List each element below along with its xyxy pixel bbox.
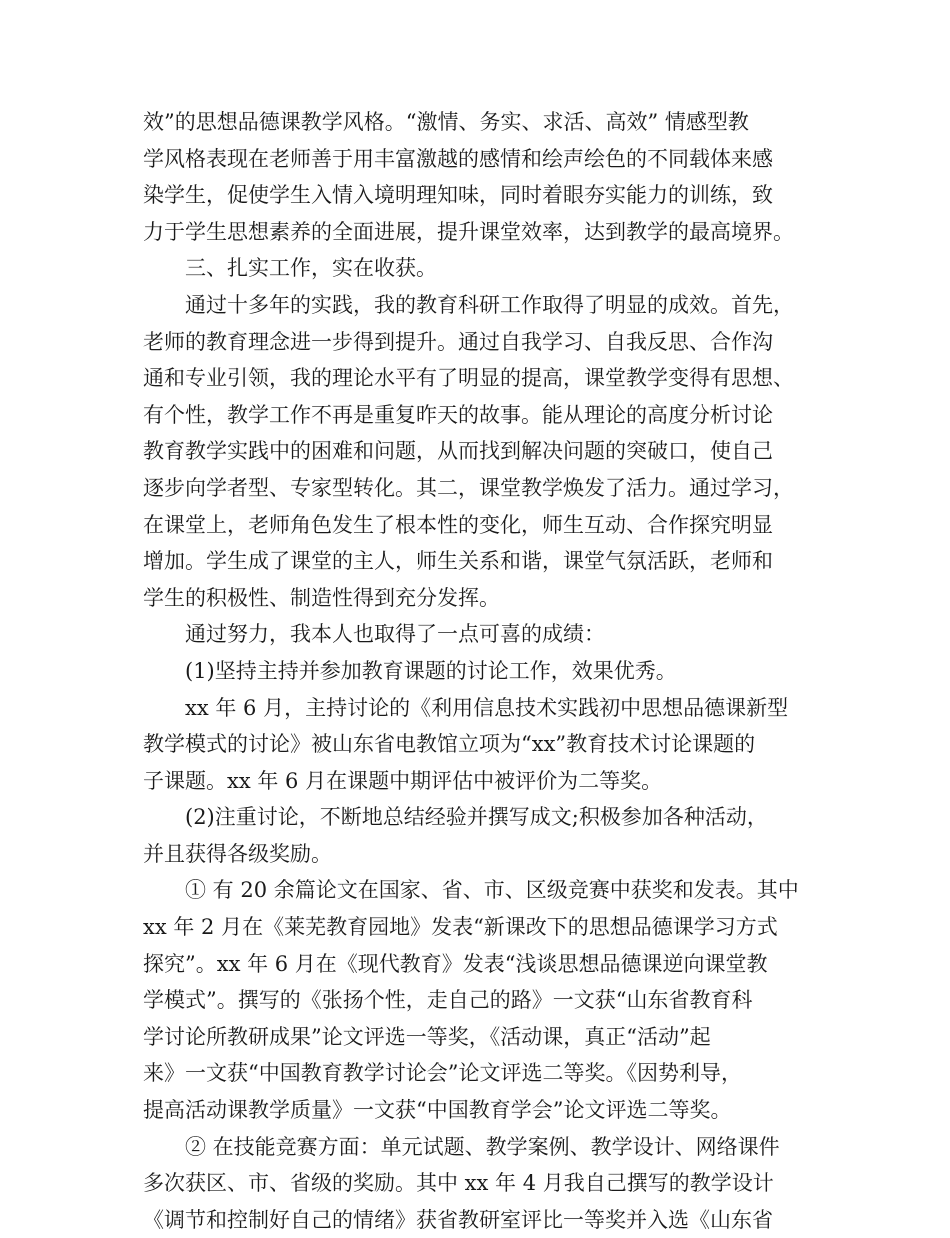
text-line: 教育教学实践中的困难和问题，从而找到解决问题的突破口，使自己 (143, 439, 773, 464)
text-line: (1)坚持主持并参加教育课题的讨论工作，效果优秀。 (185, 658, 677, 683)
text-line: 增加。学生成了课堂的主人，师生关系和谐，课堂气氛活跃，老师和 (143, 549, 773, 574)
text-line: 逐步向学者型、专家型转化。其二，课堂教学焕发了活力。通过学习， (143, 475, 794, 500)
text-line: 老师的教育理念进一步得到提升。通过自我学习、自我反思、合作沟 (143, 329, 773, 354)
document-body (143, 104, 823, 1238)
text-line: (2)注重讨论，不断地总结经验并撰写成文;积极参加各种活动， (185, 805, 768, 830)
text-line: 子课题。xx 年 6 月在课题中期评估中被评价为二等奖。 (143, 768, 663, 793)
text-line: 在课堂上，老师角色发生了根本性的变化，师生互动、合作探究明显 (143, 512, 773, 537)
text-line: 学生的积极性、制造性得到充分发挥。 (143, 585, 500, 610)
text-line: 并且获得各级奖励。 (143, 841, 332, 866)
text-line: 有个性，教学工作不再是重复昨天的故事。能从理论的高度分析讨论 (143, 402, 773, 427)
text-line: 学风格表现在老师善于用丰富激越的感情和绘声绘色的不同载体来感 (143, 146, 773, 171)
text-line: 三、扎实工作，实在收获。 (185, 256, 437, 281)
text-line: 多次获区、市、省级的奖励。其中 xx 年 4 月我自己撰写的教学设计 (143, 1171, 774, 1196)
text-line: 效”的思想品德课教学风格。“激情、务实、求活、高效” 情感型教 (143, 110, 749, 134)
text-line: 探究”。xx 年 6 月在《现代教育》发表“浅谈思想品德课逆向课堂教 (143, 951, 768, 976)
text-line: 提高活动课教学质量》一文获“中国教育学会”论文评选二等奖。 (143, 1098, 732, 1123)
text-line: 学模式”。撰写的《张扬个性，走自己的路》一文获“山东省教育科 (143, 988, 753, 1013)
text-line: xx 年 6 月，主持讨论的《利用信息技术实践初中思想品德课新型 (185, 695, 789, 720)
text-line: 染学生，促使学生入情入境明理知味，同时着眼夯实能力的训练，致 (143, 183, 773, 208)
text-line: 教学模式的讨论》被山东省电教馆立项为“xx”教育技术讨论课题的 (143, 732, 756, 757)
text-line: xx 年 2 月在《莱芜教育园地》发表“新课改下的思想品德课学习方式 (143, 915, 778, 940)
text-line: 通过努力，我本人也取得了一点可喜的成绩： (185, 622, 605, 647)
text-line: 《调节和控制好自己的情绪》获省教研室评比一等奖并入选《山东省 (143, 1207, 773, 1232)
text-line: ② 在技能竞赛方面：单元试题、教学案例、教学设计、网络课件 (185, 1134, 780, 1159)
text-line: 学讨论所教研成果”论文评选一等奖，《活动课，真正“活动”起 (143, 1024, 711, 1049)
text-line: 力于学生思想素养的全面进展，提升课堂效率，达到教学的最高境界。 (143, 219, 794, 244)
text-line: ① 有 20 余篇论文在国家、省、市、区级竞赛中获奖和发表。其中 (185, 878, 799, 903)
text-line: 来》一文获“中国教育教学讨论会”论文评选二等奖。《因势利导， (143, 1061, 742, 1086)
text-line: 通和专业引领，我的理论水平有了明显的提高，课堂教学变得有思想、 (143, 366, 794, 391)
text-line: 通过十多年的实践，我的教育科研工作取得了明显的成效。首先， (185, 292, 794, 317)
